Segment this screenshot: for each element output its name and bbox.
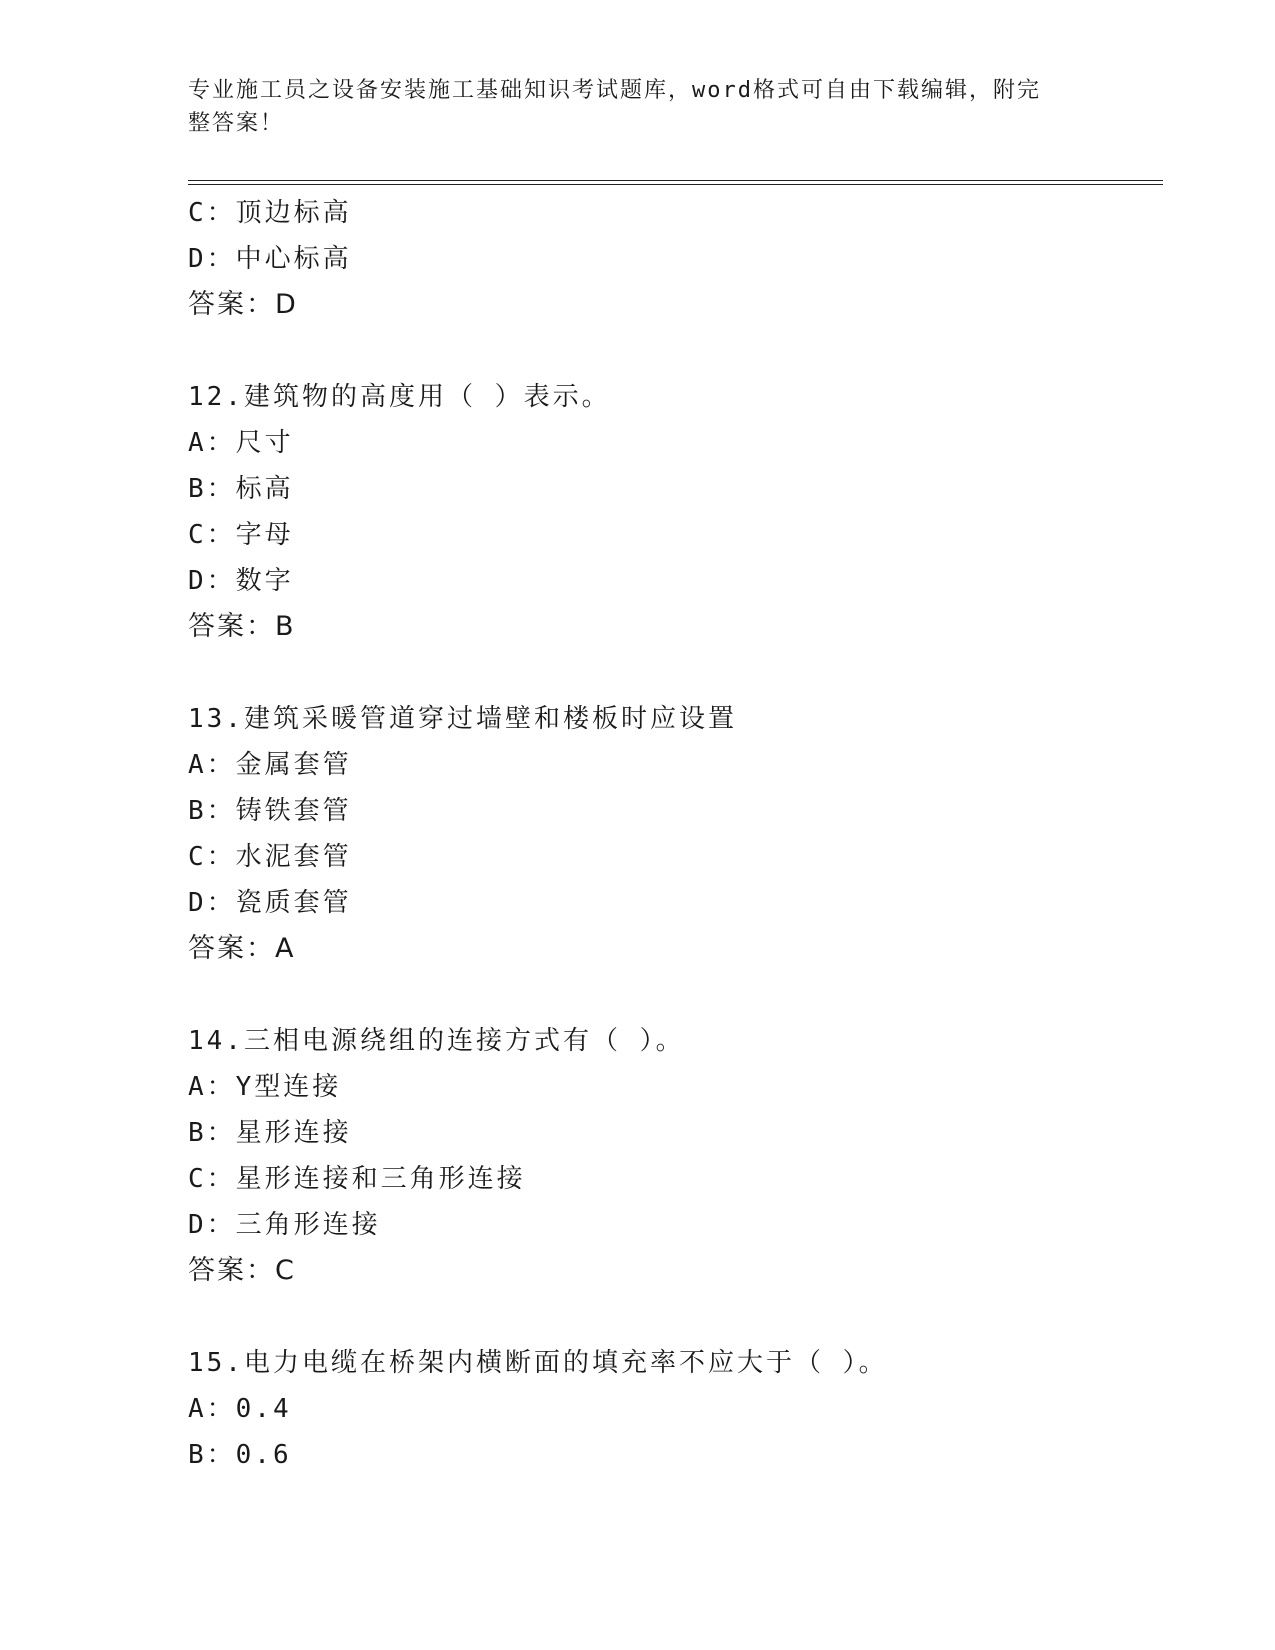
- option-b: B：铸铁套管: [188, 796, 352, 826]
- answer: 答案：B: [188, 611, 296, 642]
- question-14: [188, 1018, 1163, 1294]
- question-text: 12.建筑物的高度用（ ）表示。: [188, 382, 611, 412]
- option-b: B：标高: [188, 474, 294, 504]
- option-b: B：星形连接: [188, 1118, 352, 1148]
- option-c: C：水泥套管: [188, 842, 352, 872]
- option-a: A：Y型连接: [188, 1072, 342, 1102]
- question-list: [188, 190, 1163, 1478]
- question-12: [188, 374, 1163, 650]
- answer: 答案：A: [188, 933, 296, 964]
- option-a: A：尺寸: [188, 428, 294, 458]
- question-text: 14.三相电源绕组的连接方式有（ ）。: [188, 1026, 685, 1056]
- question-15: [188, 1340, 1163, 1478]
- question-11-tail: [188, 190, 1163, 328]
- answer: 答案：D: [188, 289, 298, 320]
- option-d: D：中心标高: [188, 244, 352, 274]
- option-c: C：星形连接和三角形连接: [188, 1164, 526, 1194]
- option-c: C：字母: [188, 520, 294, 550]
- option-a: A：金属套管: [188, 750, 352, 780]
- option-d: D：瓷质套管: [188, 888, 352, 918]
- header-divider-top: [188, 180, 1163, 181]
- option-b: B：0.6: [188, 1440, 292, 1470]
- option-d: D：三角形连接: [188, 1210, 381, 1240]
- document-header: [188, 74, 1088, 140]
- answer: 答案：C: [188, 1255, 296, 1286]
- header-line-1: 专业施工员之设备安装施工基础知识考试题库，word格式可自由下载编辑，附完: [188, 78, 1041, 103]
- question-13: [188, 696, 1163, 972]
- option-d: D：数字: [188, 566, 294, 596]
- option-a: A：0.4: [188, 1394, 292, 1424]
- question-text: 15.电力电缆在桥架内横断面的填充率不应大于（ ）。: [188, 1348, 888, 1378]
- header-line-2: 整答案！: [188, 111, 285, 136]
- header-divider-bottom: [188, 184, 1163, 185]
- question-text: 13.建筑采暖管道穿过墙壁和楼板时应设置: [188, 704, 737, 734]
- option-c: C：顶边标高: [188, 198, 352, 228]
